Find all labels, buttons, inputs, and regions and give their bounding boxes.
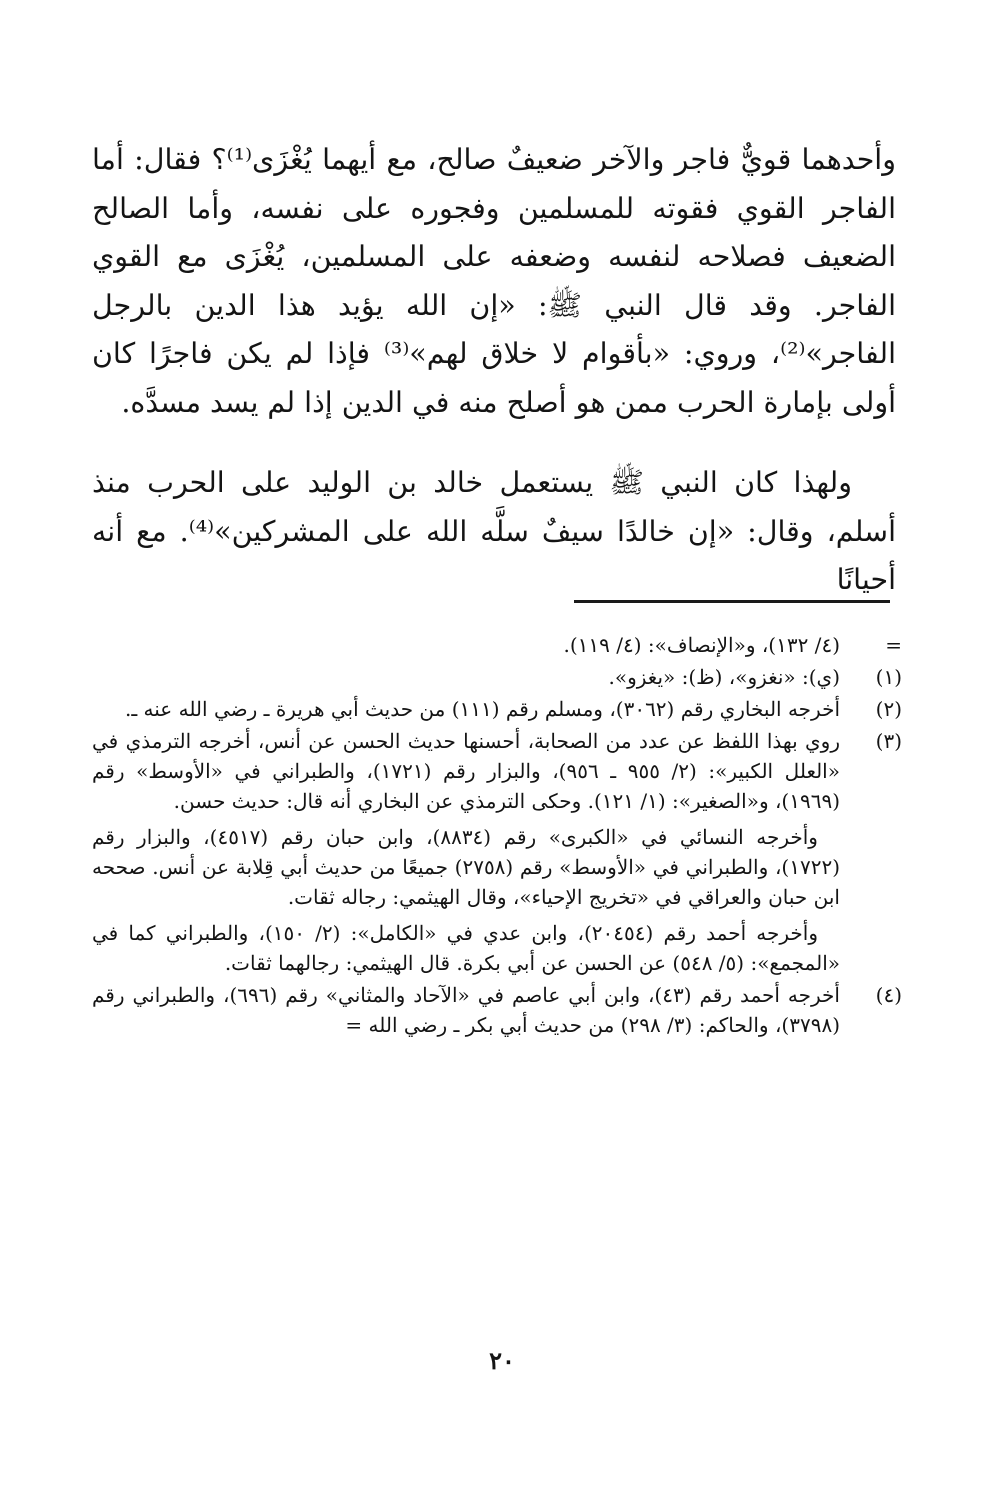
footnote-text: روي بهذا اللفظ عن عدد من الصحابة، أحسنها حديث الحسن عن أنس، أخرجه الترمذي في «العلل الكبير»: (٢/ ٩٥٥ ـ ٩٥٦)، والبزار رقم (١٧٢١)، والطبراني في «الأوسط» رقم (١٩٦٩)، و«الصغير»: (١/ ١٢١). وحكى الترمذي عن البخاري أنه قال: حديث حسن.	[92, 729, 840, 813]
footnote-separator	[574, 600, 890, 603]
main-paragraph-1: وأحدهما قويٌّ فاجر والآخر ضعيفٌ صالح، مع أيهما يُغْزَى⁽¹⁾؟ فقال: أما الفاجر القوي فقوته للمسلمين وفجوره على نفسه، وأما الصالح الضعيف فصلاحه لنفسه وضعفه على المسلمين، يُغْزَى مع القوي الفاجر. وقد قال النبي ﷺ: «إن الله يؤيد هذا الدين بالرجل الفاجر»⁽²⁾، وروي: «بأقوام لا خلاق لهم»⁽³⁾ فإذا لم يكن فاجرًا كان أولى بإمارة الحرب ممن هو أصلح منه في الدين إذا لم يسد مسدَّه.	[92, 143, 896, 419]
footnote-text: أخرجه أحمد رقم (٤٣)، وابن أبي عاصم في «الآحاد والمثاني» رقم (٦٩٦)، والطبراني رقم (٣٧٩٨)، والحاكم: (٣/ ٢٩٨) من حديث أبي بكر ـ رضي الله =	[92, 983, 840, 1037]
footnote-body	[92, 662, 840, 692]
footnote-text: (ي): «نغزو»، (ظ): «يغزو».	[608, 665, 840, 689]
main-paragraph-2: ولهذا كان النبي ﷺ يستعمل خالد بن الوليد على الحرب منذ أسلم، وقال: «إن خالدًا سيفٌ سلَّه الله على المشركين»⁽⁴⁾. مع أنه أحيانًا	[92, 466, 896, 596]
footnote-text: (٤/ ١٣٢)، و«الإنصاف»: (٤/ ١١٩).	[563, 633, 840, 657]
footnote-4	[92, 980, 902, 1040]
footnote-1	[92, 662, 902, 692]
footnote-3	[92, 726, 902, 978]
footnote-marker: (٤)	[875, 983, 902, 1007]
main-text	[92, 136, 896, 605]
footnote-continuation	[92, 630, 902, 660]
footnote-marker: (١)	[875, 665, 902, 689]
footnote-text: أخرجه البخاري رقم (٣٠٦٢)، ومسلم رقم (١١١) من حديث أبي هريرة ـ رضي الله عنه ـ.	[124, 697, 840, 721]
footnote-body	[92, 726, 840, 978]
footnote-marker: (٣)	[875, 729, 902, 753]
footnote-marker: =	[885, 633, 902, 657]
footnote-body	[92, 980, 840, 1040]
footnote-body	[92, 694, 840, 724]
page-number: ٢٠	[489, 1346, 515, 1375]
footnote-text: وأخرجه النسائي في «الكبرى» رقم (٨٨٣٤)، وابن حبان رقم (٤٥١٧)، والبزار رقم (١٧٢٢)، والطبراني في «الأوسط» رقم (٢٧٥٨) جميعًا من حديث أبي قِلابة عن أنس. صححه ابن حبان والعراقي في «تخريج الإحياء»، وقال الهيثمي: رجاله ثقات.	[92, 825, 840, 909]
footnote-body	[92, 630, 840, 660]
footnote-2	[92, 694, 902, 724]
footnotes	[92, 630, 902, 1042]
footnote-marker: (٢)	[875, 697, 902, 721]
footnote-text: وأخرجه أحمد رقم (٢٠٤٥٤)، وابن عدي في «الكامل»: (٢/ ١٥٠)، والطبراني كما في «المجمع»: (٥/ ٥٤٨) عن الحسن عن أبي بكرة. قال الهيثمي: رجالهما ثقات.	[92, 921, 840, 975]
